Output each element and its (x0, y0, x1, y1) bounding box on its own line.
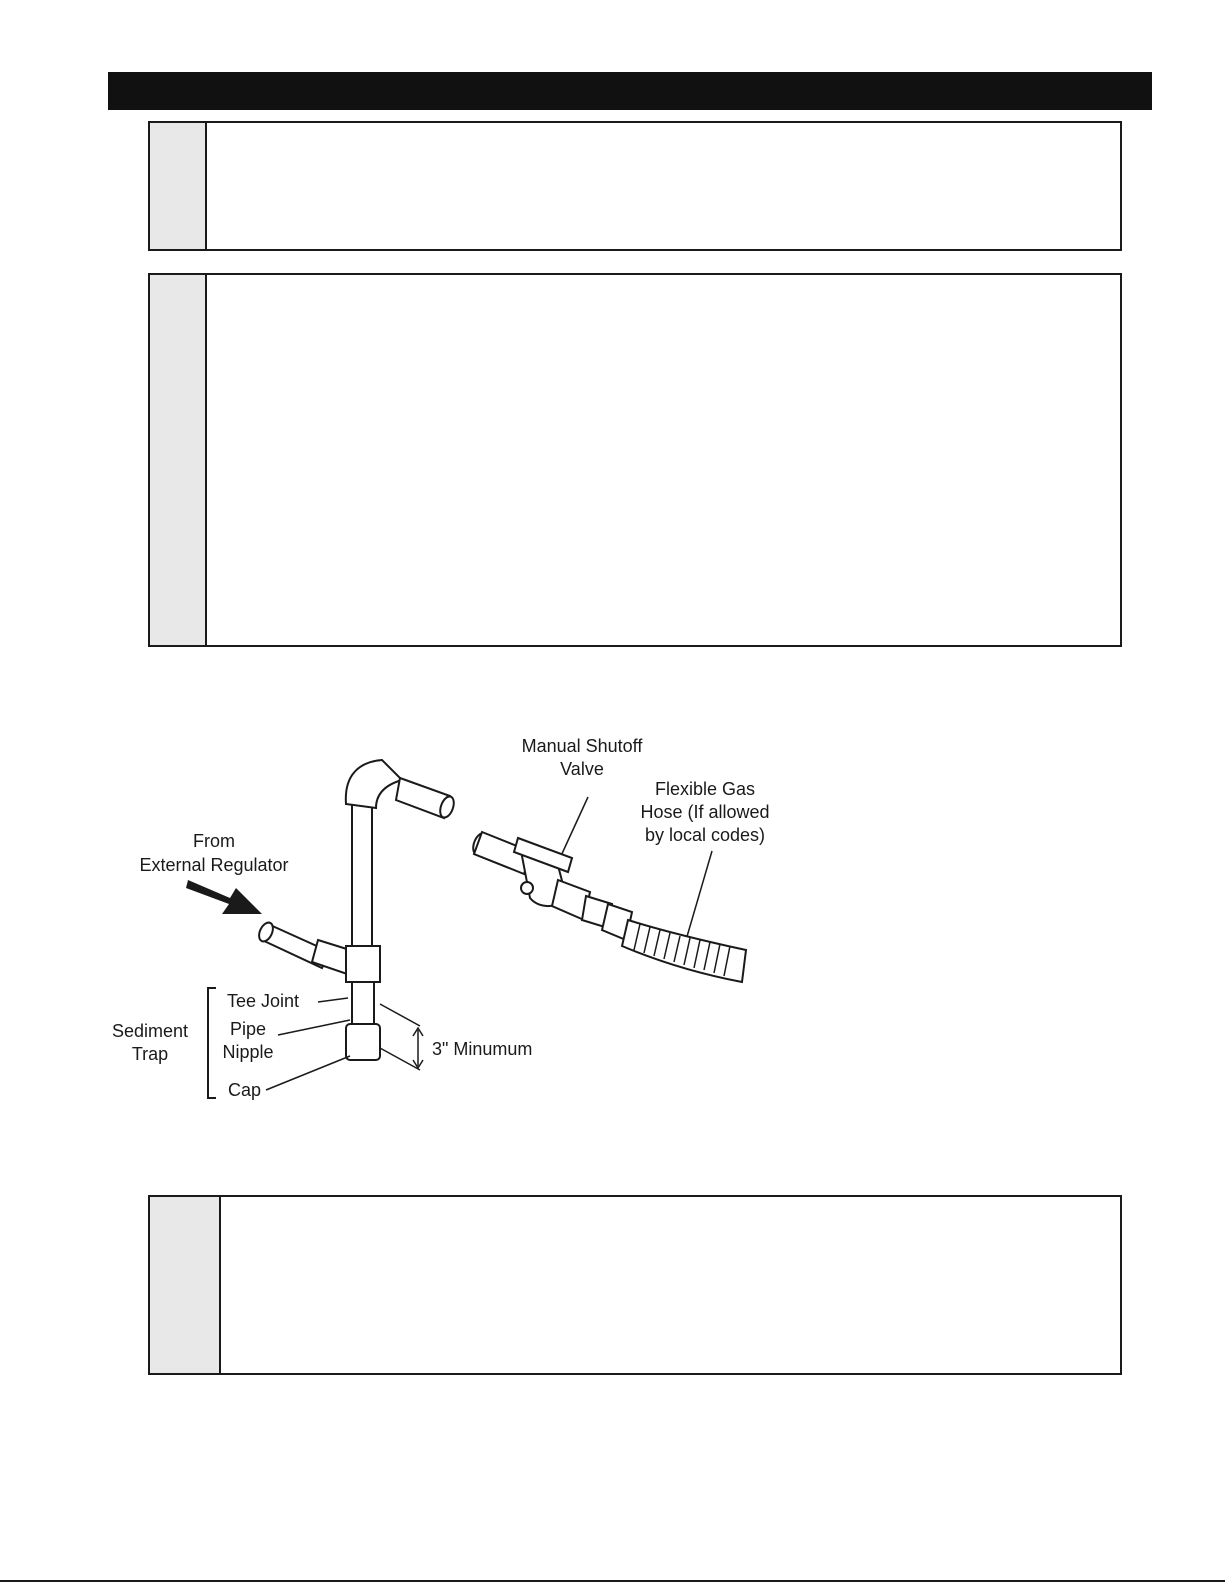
label-flexible-hose-1: Flexible Gas (654, 779, 756, 799)
notice-box-3-tab (150, 1197, 221, 1373)
sediment-trap-bracket (208, 988, 216, 1098)
label-from-1: From (193, 831, 235, 851)
minimum-dimension (380, 1004, 423, 1070)
footer-rule (0, 1580, 1225, 1582)
label-from-2: External Regulator (139, 855, 289, 875)
cap (346, 1024, 380, 1060)
label-minimum: 3" Minumum (432, 1039, 533, 1059)
label-manual-shutoff-1: Manual Shutoff (521, 736, 643, 756)
label-pipe-nipple-1: Pipe (229, 1019, 267, 1039)
label-tee-joint: Tee Joint (227, 991, 300, 1011)
label-manual-shutoff-2: Valve (560, 759, 604, 779)
pipe-nipple (352, 982, 374, 1026)
riser-pipe (346, 760, 457, 950)
flow-arrow (186, 880, 262, 914)
notice-box-3 (148, 1195, 1122, 1375)
tee-joint (346, 946, 380, 982)
hose-fittings (552, 880, 632, 940)
label-pipe-nipple-2: Nipple (222, 1042, 274, 1062)
label-flexible-hose-3: by local codes) (644, 825, 766, 845)
flexible-gas-hose (622, 920, 746, 982)
label-sediment-1: Sediment (111, 1021, 189, 1041)
label-cap: Cap (228, 1080, 262, 1100)
inlet-pipe (256, 920, 350, 975)
label-sediment-2: Trap (131, 1044, 169, 1064)
label-flexible-hose-2: Hose (If allowed (640, 802, 770, 822)
